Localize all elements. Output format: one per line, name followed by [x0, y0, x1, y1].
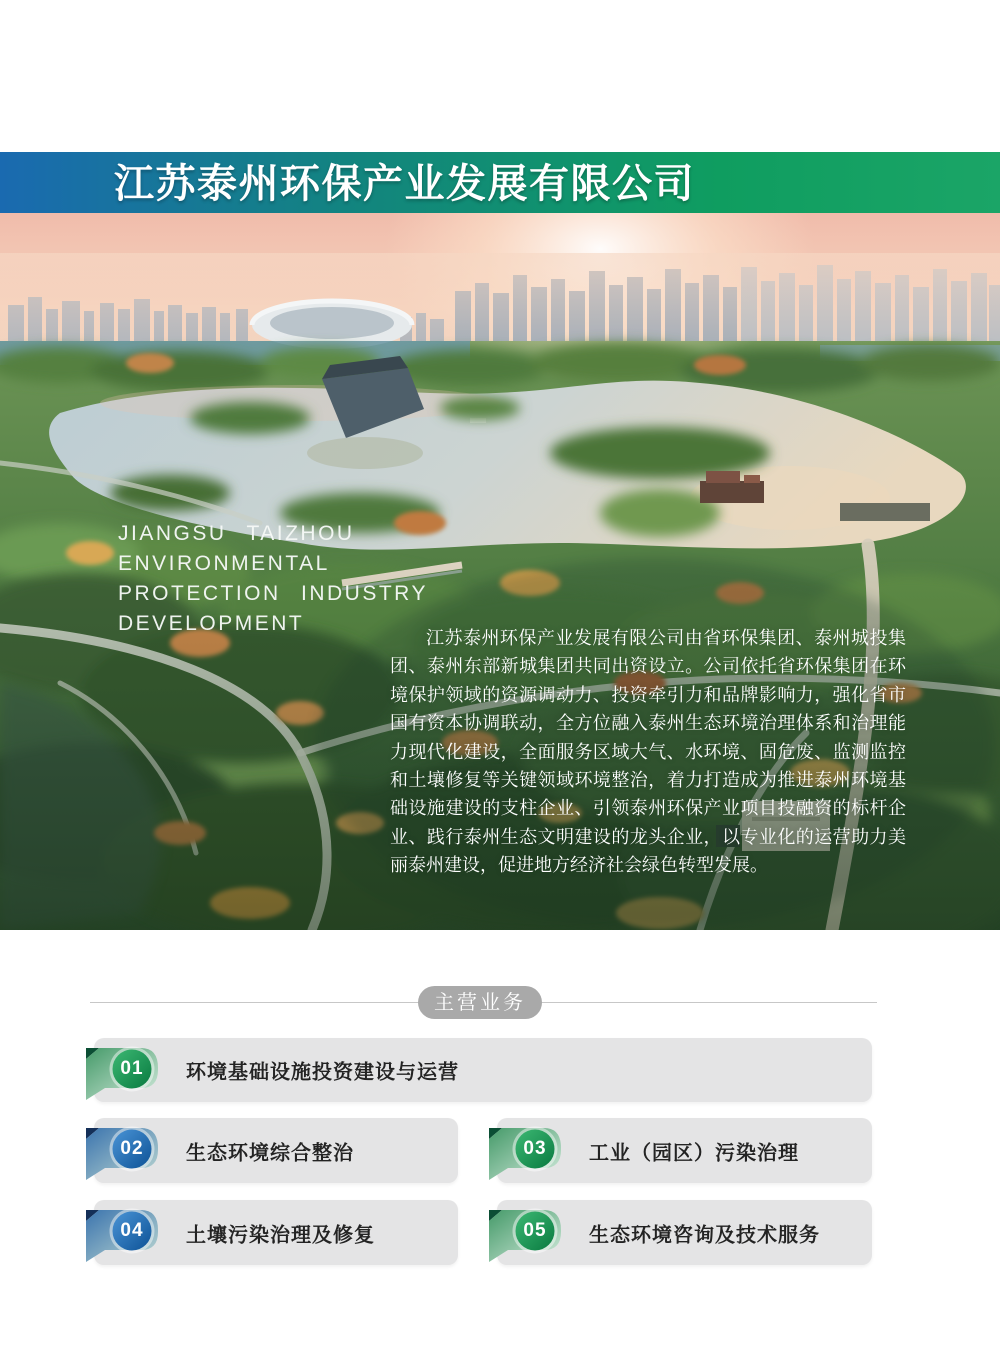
english-tagline-line: ENVIRONMENTAL	[118, 552, 330, 575]
service-number-badge	[85, 1122, 169, 1184]
service-card	[94, 1200, 458, 1265]
service-card	[497, 1118, 872, 1183]
service-number: 04	[120, 1220, 144, 1241]
service-number-badge	[488, 1122, 572, 1184]
service-label: 环境基础设施投资建设与运营	[186, 1061, 459, 1084]
service-label: 土壤污染治理及修复	[186, 1224, 375, 1246]
service-number-badge	[488, 1204, 572, 1266]
service-number-badge	[85, 1204, 169, 1266]
company-banner	[0, 152, 1000, 213]
company-name-title: 江苏泰州环保产业发展有限公司	[114, 162, 695, 206]
service-number: 02	[120, 1138, 144, 1159]
english-tagline-line: PROTECTION INDUSTRY	[118, 582, 428, 605]
service-number-badge	[85, 1042, 169, 1104]
aerial-photo	[0, 213, 1000, 930]
service-card	[94, 1118, 458, 1183]
service-label: 生态环境咨询及技术服务	[589, 1224, 820, 1246]
service-number: 05	[523, 1220, 547, 1241]
company-description: 江苏泰州环保产业发展有限公司由省环保集团、泰州城投集团、泰州东部新城集团共同出资设立。公司依托省环保集团在环境保护领域的资源调动力、投资牵引力和品牌影响力，强化省市国有资本协调联动，全方位融入泰州生态环境治理体系和治理能力现代化建设，全面服务区域大气、水环境、固危废、监测监控和土壤修复等关键领域环境整治，着力打造成为推进泰州环境基础设施建设的支柱企业、引领泰州环保产业项目投融资的标杆企业、践行泰州生态文明建设的龙头企业，以专业化的运营助力美丽泰州建设，促进地方经济社会绿色转型发展。	[390, 628, 906, 876]
english-tagline	[118, 519, 428, 639]
service-number: 01	[120, 1058, 144, 1079]
service-label: 工业（园区）污染治理	[589, 1142, 799, 1164]
section-title-pill: 主营业务	[418, 986, 542, 1019]
service-card	[94, 1038, 872, 1102]
service-card	[497, 1200, 872, 1265]
service-label: 生态环境综合整治	[186, 1142, 354, 1164]
english-tagline-line: DEVELOPMENT	[118, 612, 305, 635]
service-number: 03	[523, 1138, 547, 1159]
english-tagline-line: JIANGSU TAIZHOU	[118, 522, 355, 545]
